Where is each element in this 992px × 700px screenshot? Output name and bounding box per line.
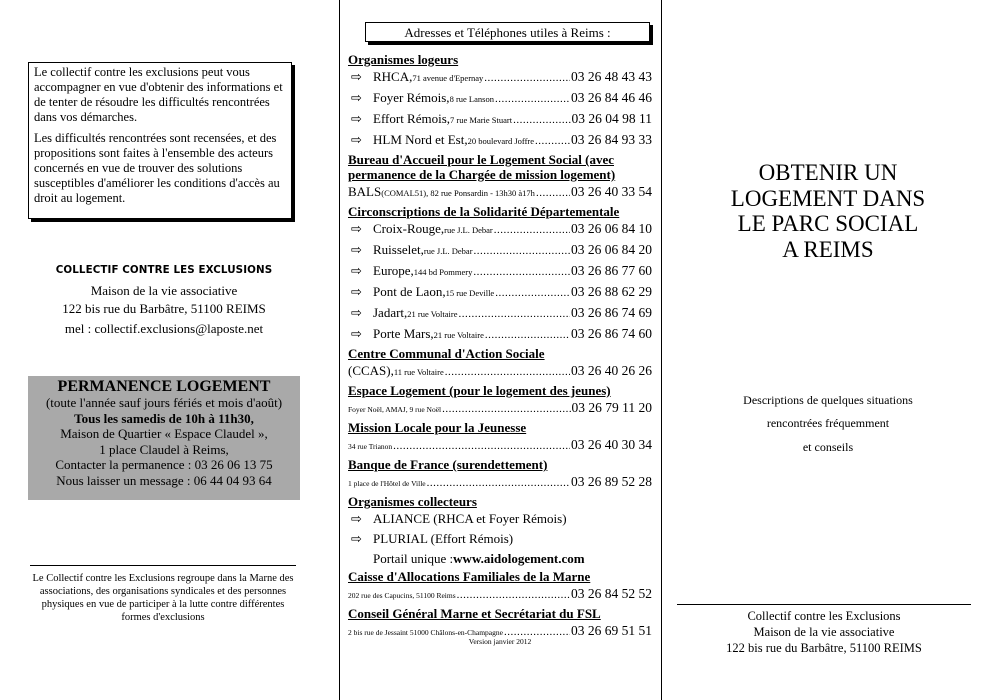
list-item-ccas	[348, 361, 652, 382]
section-title-organismes-logeurs: Organismes logeurs	[348, 52, 459, 67]
arrow-right-icon: ⇨	[351, 264, 362, 279]
section-title-mission-locale: Mission Locale pour la Jeunesse	[348, 420, 527, 435]
fold-line-right	[661, 0, 662, 700]
bals-address: (COMAL51), 82 rue Ponsardin - 13h30 à17h	[381, 188, 535, 198]
caf-phone: 03 26 84 52 52	[571, 586, 652, 601]
circonscription-name: Porte Mars,	[373, 326, 434, 341]
logeur-name: Effort Rémois,	[373, 111, 451, 126]
permanence-title: PERMANENCE LOGEMENT	[57, 378, 271, 395]
espace-logement-address: Foyer Noël, AMAJ, 9 rue Noël	[348, 405, 442, 414]
arrow-right-icon: ⇨	[351, 512, 362, 527]
circonscription-name: Europe,	[373, 263, 414, 278]
email-line: mel : collectif.exclusions@laposte.net	[64, 321, 264, 336]
arrow-right-icon: ⇨	[351, 306, 362, 321]
left-footer-divider	[30, 565, 296, 566]
section-title-conseil-general: Conseil Général Marne et Secrétariat du FSL	[348, 606, 601, 621]
ccas-prefix: (CCAS),	[348, 363, 394, 378]
logeur-phone: 03 26 48 43 43	[571, 69, 652, 84]
intro-box	[28, 62, 292, 219]
left-footer-text: Le Collectif contre les Exclusions regroupe dans la Marne des associations, des organisations syndicales et des personnes physiques en vue de participer à la lutte contre différentes formes d'exclusions	[32, 573, 294, 623]
collectif-name: COLLECTIF CONTRE LES EXCLUSIONS	[55, 264, 273, 276]
right-footer-line-3: 122 bis rue du Barbâtre, 51100 REIMS	[726, 641, 922, 655]
permanence-schedule: Tous les samedis de 10h à 11h30,	[74, 410, 254, 426]
section-title-espace-logement: Espace Logement (pour le logement des jeunes)	[348, 383, 611, 398]
section-title-organismes-collecteurs: Organismes collecteurs	[348, 494, 477, 509]
version-note: Version janvier 2012	[468, 637, 532, 646]
section-title-banque-de-france: Banque de France (surendettement)	[348, 457, 548, 472]
logeur-phone: 03 26 84 93 33	[571, 132, 652, 147]
arrow-right-icon: ⇨	[351, 327, 362, 342]
circonscription-address: rue J.L. Debar	[444, 225, 493, 235]
list-item	[348, 88, 652, 109]
portal-line	[348, 549, 652, 568]
section-title-bals: Bureau d'Accueil pour le Logement Social (avec permanence de la Chargée de mission logement)	[348, 152, 616, 182]
circonscriptions-list	[348, 219, 652, 345]
list-item-plurial	[348, 529, 652, 549]
list-item-bals	[348, 182, 652, 203]
circonscription-address: rue J.L. Debar	[423, 246, 473, 256]
permanence-message: Nous laisser un message : 06 44 04 93 64	[56, 472, 272, 488]
permanence-place-2: 1 place Claudel à Reims,	[99, 441, 229, 457]
circonscription-address: 21 rue Voltaire	[433, 330, 484, 340]
cover-title-line-1: OBTENIR UN	[758, 160, 898, 185]
aliance-label: ALIANCE (RHCA et Foyer Rémois)	[373, 511, 567, 526]
address-line-1: Maison de la vie associative	[90, 283, 238, 298]
logeur-name: RHCA,	[373, 69, 413, 84]
list-item-mission-locale	[348, 435, 652, 456]
permanence-contact: Contacter la permanence : 03 26 06 13 75	[55, 457, 273, 473]
arrow-right-icon: ⇨	[351, 243, 362, 258]
list-item	[348, 130, 652, 151]
list-item-espace-logement	[348, 398, 652, 419]
circonscription-phone: 03 26 86 77 60	[571, 263, 652, 278]
permanence-box	[28, 376, 300, 500]
portal-label: Portail unique :	[373, 551, 454, 566]
list-item	[348, 261, 652, 282]
cover-title-line-3: LE PARC SOCIAL	[737, 211, 919, 236]
arrow-right-icon: ⇨	[351, 133, 362, 148]
arrow-right-icon: ⇨	[351, 70, 362, 85]
arrow-right-icon: ⇨	[351, 532, 362, 547]
circonscription-phone: 03 26 86 74 60	[571, 326, 652, 341]
logeur-name: Foyer Rémois,	[373, 90, 450, 105]
ccas-address: 11 rue Voltaire	[393, 367, 444, 377]
logeur-address: 7 rue Marie Stuart	[450, 115, 513, 125]
section-title-ccas: Centre Communal d'Action Sociale	[348, 346, 545, 361]
list-item	[348, 67, 652, 88]
arrow-right-icon: ⇨	[351, 285, 362, 300]
cover-subtitle-3: et conseils	[802, 440, 854, 454]
cover-subtitle-2: rencontrées fréquemment	[766, 416, 890, 430]
right-footer-line-1: Collectif contre les Exclusions	[747, 609, 901, 623]
conseil-general-address: 2 bis rue de Jessaint 51000 Châlons-en-Champagne	[348, 628, 503, 637]
bals-phone: 03 26 40 33 54	[571, 184, 652, 199]
directory-header: Adresses et Téléphones utiles à Reims :	[365, 22, 650, 42]
list-item	[348, 240, 652, 261]
permanence-place-1: Maison de Quartier « Espace Claudel »,	[60, 426, 268, 442]
circonscription-address: 21 rue Voltaire	[407, 309, 458, 319]
logeur-name: HLM Nord et Est,	[373, 132, 468, 147]
address-line-2: 122 bis rue du Barbâtre, 51100 REIMS	[62, 301, 266, 316]
logeur-phone: 03 26 04 98 11	[571, 111, 652, 126]
section-title-caf: Caisse d'Allocations Familiales de la Marne	[348, 569, 591, 584]
list-item-aliance	[348, 509, 652, 529]
portal-url: www.aidologement.com	[453, 551, 585, 566]
arrow-right-icon: ⇨	[351, 222, 362, 237]
bals-prefix: BALS	[348, 184, 382, 199]
caf-address: 202 rue des Capucins, 51100 Reims	[348, 591, 456, 600]
right-footer-divider	[677, 604, 971, 605]
circonscription-phone: 03 26 88 62 29	[571, 284, 652, 299]
intro-paragraph-2: Les difficultés rencontrées sont recensées, et des propositions sont faites à l'ensemble des acteurs concernés en vue de trouver des solutions susceptibles d'améliorer les conditions d'accès au droit au logement.	[34, 131, 280, 205]
cover-title	[683, 160, 973, 262]
organismes-logeurs-list	[348, 67, 652, 151]
logeur-address: 71 avenue d'Epernay	[412, 73, 484, 83]
list-item-banque-de-france	[348, 472, 652, 493]
circonscription-name: Ruisselet,	[373, 242, 424, 257]
list-item	[348, 219, 652, 240]
ccas-phone: 03 26 40 26 26	[571, 363, 652, 378]
arrow-right-icon: ⇨	[351, 112, 362, 127]
circonscription-address: 15 rue Deville	[445, 288, 495, 298]
logeur-address: 20 boulevard Joffre	[467, 136, 535, 146]
logeur-address: 8 rue Lanson	[449, 94, 494, 104]
list-item	[348, 303, 652, 324]
mission-locale-phone: 03 26 40 30 34	[571, 437, 652, 452]
arrow-right-icon: ⇨	[351, 91, 362, 106]
mission-locale-address: 34 rue Trianon	[348, 442, 393, 451]
banque-de-france-address: 1 place de l'Hôtel de Ville	[348, 479, 426, 488]
circonscription-name: Jadart,	[373, 305, 408, 320]
right-footer-line-2: Maison de la vie associative	[753, 625, 895, 639]
cover-title-line-4: A REIMS	[782, 236, 874, 262]
banque-de-france-phone: 03 26 89 52 28	[571, 474, 652, 489]
cover-subtitle-1: Descriptions de quelques situations	[743, 393, 913, 407]
logeur-phone: 03 26 84 46 46	[571, 90, 652, 105]
list-item	[348, 282, 652, 303]
circonscription-name: Pont de Laon,	[373, 284, 446, 299]
plurial-label: PLURIAL (Effort Rémois)	[373, 531, 514, 546]
espace-logement-phone: 03 26 79 11 20	[571, 400, 652, 415]
circonscription-phone: 03 26 06 84 10	[571, 221, 652, 236]
intro-paragraph-1: Le collectif contre les exclusions peut vous accompagner en vue d'obtenir des informations et de tenter de résoudre les difficultés rencontrées dans vos démarches.	[34, 65, 283, 124]
list-item	[348, 324, 652, 345]
circonscription-phone: 03 26 86 74 69	[571, 305, 652, 320]
list-item-caf	[348, 584, 652, 605]
cover-title-line-2: LOGEMENT DANS	[730, 185, 926, 211]
conseil-general-phone: 03 26 69 51 51	[571, 623, 652, 638]
fold-line-left	[339, 0, 340, 700]
section-title-circonscriptions: Circonscriptions de la Solidarité Départementale	[348, 204, 620, 219]
circonscription-phone: 03 26 06 84 20	[571, 242, 652, 257]
permanence-subtitle: (toute l'année sauf jours fériés et mois d'août)	[45, 395, 283, 410]
directory-list	[348, 51, 652, 642]
list-item	[348, 109, 652, 130]
circonscription-name: Croix-Rouge,	[373, 221, 445, 236]
circonscription-address: 144 bd Pommery	[413, 267, 473, 277]
